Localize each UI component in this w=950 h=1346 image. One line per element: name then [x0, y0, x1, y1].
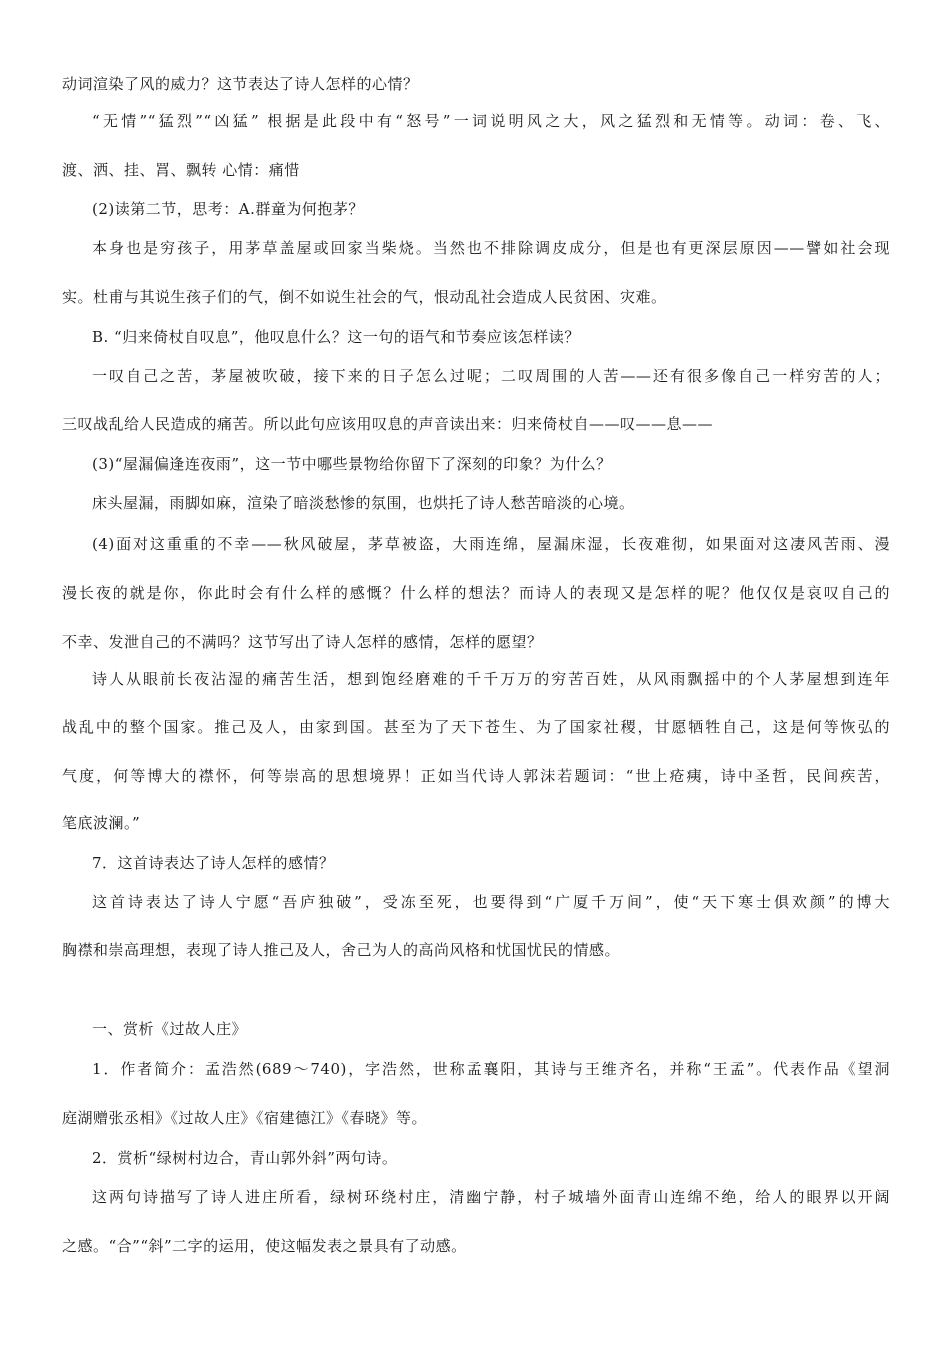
text-line: 庭湖赠张丞相》《过故人庄》《宿建德江》《春晓》等。 [62, 1109, 428, 1127]
text-line: 2．赏析“绿树村边合，青山郭外斜”两句诗。 [92, 1149, 398, 1167]
text-line: “无情”“猛烈”“凶猛” 根据是此段中有“怒号”一词说明风之大，风之猛烈和无情等。动词：卷、飞、 [92, 112, 890, 130]
text-line: 床头屋漏，雨脚如麻，渲染了暗淡愁惨的氛围，也烘托了诗人愁苦暗淡的心境。 [92, 494, 635, 512]
text-line: 笔底波澜。” [62, 814, 141, 832]
text-line: 诗人从眼前长夜沾湿的痛苦生活，想到饱经磨难的千千万万的穷苦百姓，从风雨飘摇中的个人茅屋想到连年 [92, 670, 890, 688]
text-line: 之感。“合”“斜”二字的运用，使这幅发表之景具有了动感。 [62, 1237, 467, 1255]
text-line: 渡、洒、挂、罥、飘转 心情：痛惜 [62, 161, 300, 179]
text-line: 7．这首诗表达了诗人怎样的感情？ [92, 854, 335, 872]
text-line: 1．作者简介：孟浩然(689～740)，字浩然，世称孟襄阳，其诗与王维齐名，并称“王孟”。代表作品《望洞 [92, 1060, 890, 1078]
text-line: (3)“屋漏偏逢连夜雨”，这一节中哪些景物给你留下了深刻的印象？为什么？ [92, 455, 612, 473]
section-heading: 一、赏析《过故人庄》 [92, 1020, 248, 1038]
text-line: 不幸、发泄自己的不满吗？这节写出了诗人怎样的感情，怎样的愿望？ [62, 633, 543, 651]
text-line: 漫长夜的就是你，你此时会有什么样的感慨？什么样的想法？而诗人的表现又是怎样的呢？他仅仅是哀叹自己的 [62, 584, 890, 602]
text-line: 气度，何等博大的襟怀，何等崇高的思想境界！正如当代诗人郭沫若题词：“世上疮痍，诗中圣哲，民间疾苦， [62, 767, 890, 785]
text-line: 一叹自己之苦，茅屋被吹破，接下来的日子怎么过呢；二叹周围的人苦——还有很多像自己一样穷苦的人； [92, 367, 890, 385]
text-line: 这首诗表达了诗人宁愿“吾庐独破”，受冻至死，也要得到“广厦千万间”，使“天下寒士俱欢颜”的博大 [92, 893, 890, 911]
text-line: 实。杜甫与其说生孩子们的气，倒不如说生社会的气，恨动乱社会造成人民贫困、灾难。 [62, 288, 667, 306]
text-line: 胸襟和崇高理想，表现了诗人推己及人，舍己为人的高尚风格和忧国忧民的情感。 [62, 941, 621, 959]
text-line: 动词渲染了风的威力？这节表达了诗人怎样的心情？ [62, 75, 419, 93]
text-line: B. “归来倚杖自叹息”，他叹息什么？这一句的语气和节奏应该怎样读？ [92, 328, 580, 346]
text-line: 战乱中的整个国家。推己及人，由家到国。甚至为了天下苍生、为了国家社稷，甘愿牺牲自己，这是何等恢弘的 [62, 718, 890, 736]
text-line: 这两句诗描写了诗人进庄所看，绿树环绕村庄，清幽宁静，村子城墙外面青山连绵不绝，给人的眼界以开阔 [92, 1188, 890, 1206]
text-line: (4)面对这重重的不幸——秋风破屋，茅草被盗，大雨连绵，屋漏床湿，长夜难彻，如果面对这凄风苦雨、漫 [92, 535, 890, 553]
text-line: (2)读第二节，思考：A.群童为何抱茅？ [92, 200, 364, 218]
text-line: 本身也是穷孩子，用茅草盖屋或回家当柴烧。当然也不排除调皮成分，但是也有更深层原因——譬如社会现 [92, 239, 890, 257]
text-line: 三叹战乱给人民造成的痛苦。所以此句应该用叹息的声音读出来：归来倚杖自——叹——息—— [62, 415, 714, 433]
